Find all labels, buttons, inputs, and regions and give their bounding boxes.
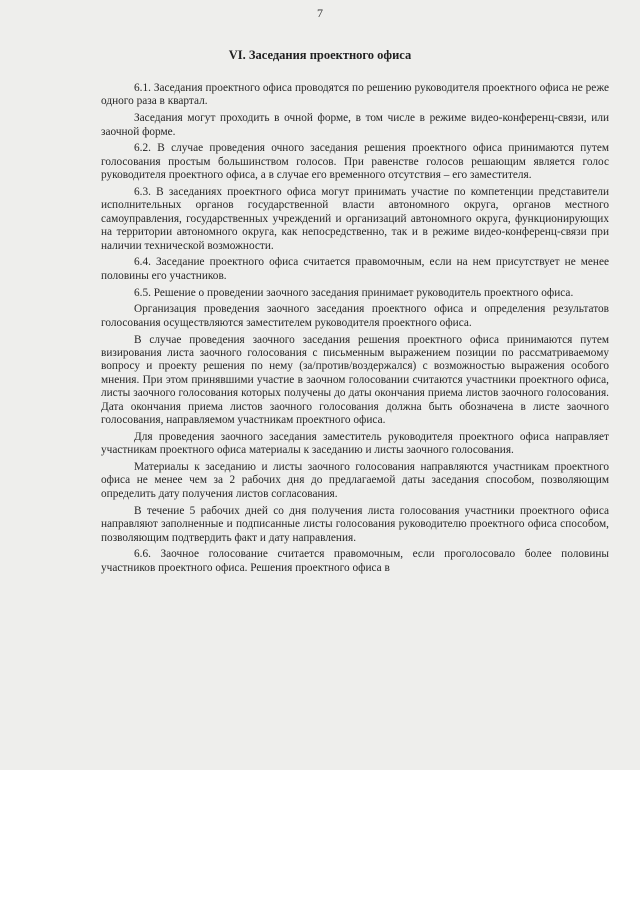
paragraph-6-5: 6.5. Решение о проведении заочного заседания принимает руководитель проектного офиса. [134,286,574,299]
paragraph-organization: Организация проведения заочного заседания проектного офиса и определения результатов голосования осуществляются заместителем руководителя проектного офиса. [101,303,609,329]
paragraph-6-4: 6.4. Заседание проектного офиса считается правомочным, если на нем присутствует не менее половины его участников. [101,256,609,282]
paragraph-6-2: 6.2. В случае проведения очного заседания решения проектного офиса принимаются путем голосования простым большинством голосов. При равенстве голосов решающим является голос руководителя проектного офиса, а в случае его временного отсутствия – его заместителя. [101,142,609,182]
paragraph-6-3: 6.3. В заседаниях проектного офиса могут принимать участие по компетенции представители исполнительных органов государственной власти автономного округа, органов местного самоуправления, государственных учреждений и организаций автономного округа, функционирующих на территории автономного округа, как непосредственно, так и в режиме видео-конференц-связи при наличии технической возможности. [101,186,609,252]
section-title: VI. Заседания проектного офиса [228,48,412,62]
paragraph-materials-deadline: Материалы к заседанию и листы заочного голосования направляются участникам проектного офиса не менее чем за 2 рабочих дня до предлагаемой даты заседания способом, позволяющим определить дату получения листов согласования. [101,461,609,500]
document-body [101,82,609,575]
paragraph-6-6: 6.6. Заочное голосование считается правомочным, если проголосовало более половины участников проектного офиса. Решения проектного офиса в [101,548,609,574]
paragraph-6-1: 6.1. Заседания проектного офиса проводятся по решению руководителя проектного офиса не реже одного раза в квартал. [101,82,609,108]
paragraph-meeting-forms: Заседания могут проходить в очной форме, в том числе в режиме видео-конференц-связи, или заочной форме. [101,112,609,138]
paragraph-absentee-decisions: В случае проведения заочного заседания решения проектного офиса принимаются путем визирования листа заочного голосования с письменным выражением позиции по рассматриваемому вопросу и проекту решения по нему (за/против/воздержался) с возможностью выражения особого мнения. При этом принявшими участие в заочном голосовании считаются участники проектного офиса, листы заочного голосования которых получены до даты окончания приема листов заочного голосования. Дата окончания приема листов заочного голосования должна быть обозначена в листе заочного голосования, направляемом участникам проектного офиса. [101,333,609,427]
page-number: 7 [317,6,323,20]
paragraph-materials-sending: Для проведения заочного заседания заместитель руководителя проектного офиса направляет участникам проектного офиса материалы к заседанию и листы заочного голосования. [101,430,609,457]
paragraph-voting-period: В течение 5 рабочих дней со дня получения листа голосования участники проектного офиса направляют заполненные и подписанные листы голосования руководителю проектного офиса способом, позволяющим подтвердить факт и дату направления. [101,504,609,544]
